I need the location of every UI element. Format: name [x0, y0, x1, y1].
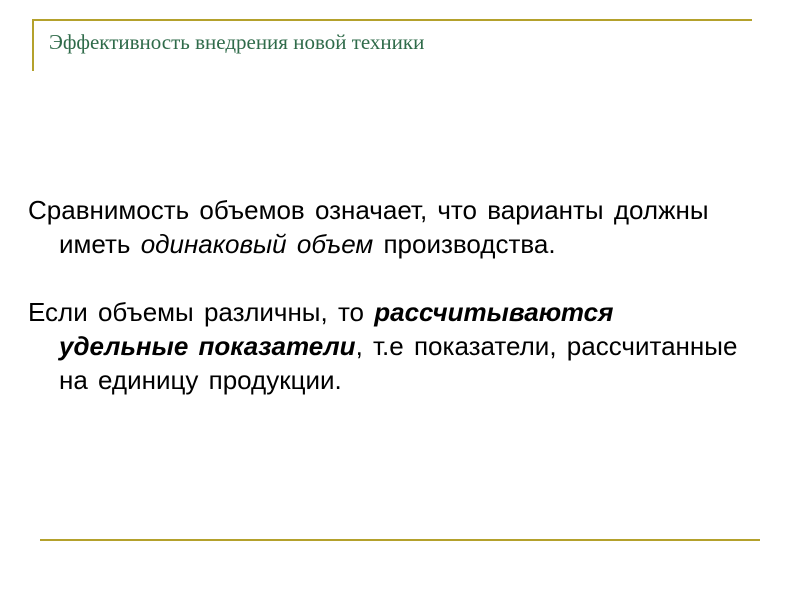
- paragraph-volume-comparability: [28, 193, 748, 261]
- slide-title: Эффективность внедрения новой техники: [49, 30, 425, 54]
- title-top-rule: [32, 19, 752, 21]
- emphasis-same-volume: одинаковый объем: [140, 229, 374, 259]
- emphasis-specific-indicators-text: рассчитываются удельные показатели: [59, 297, 614, 361]
- title-left-rule: [32, 19, 34, 71]
- paragraph-text: , т.е показатели, рассчитанные на единицу продукции.: [59, 331, 738, 395]
- title-frame: [32, 19, 752, 71]
- slide-body: [28, 193, 748, 397]
- paragraph-specific-indicators: [28, 295, 748, 397]
- footer-rule: [40, 539, 760, 541]
- paragraph-text: производства.: [373, 229, 556, 259]
- paragraph-text: Сравнимость объемов означает, что варианты должны иметь: [28, 195, 709, 259]
- paragraph-text: Если объемы различны, то: [28, 297, 375, 327]
